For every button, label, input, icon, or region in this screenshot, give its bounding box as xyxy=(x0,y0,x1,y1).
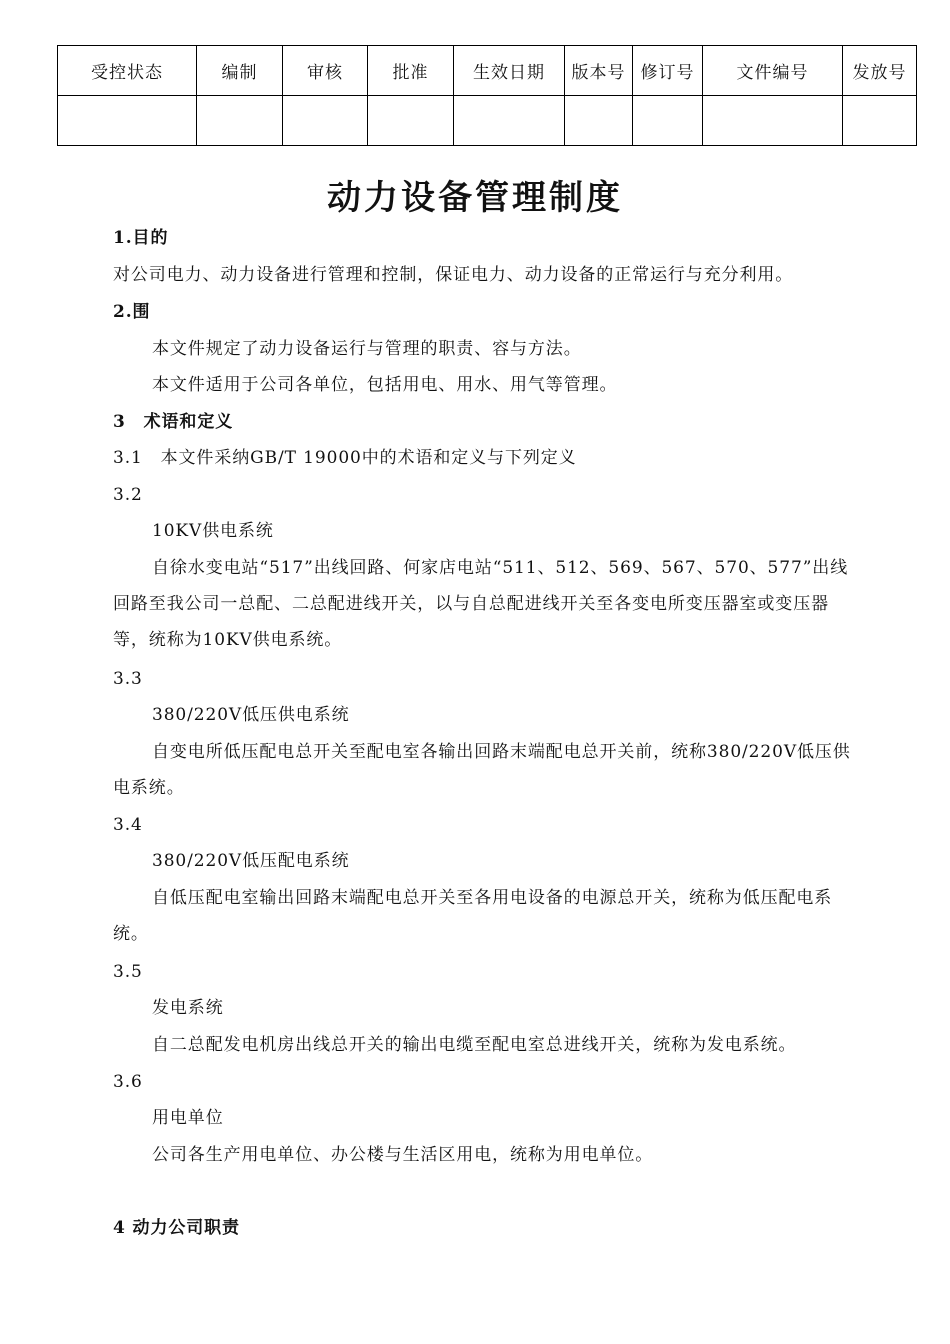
section-3-6-number: 3.6 xyxy=(113,1072,143,1092)
section-4-heading: 4 动力公司职责 xyxy=(113,1218,240,1238)
section-2-paragraph-1: 本文件规定了动力设备运行与管理的职责、容与方法。 xyxy=(152,339,582,359)
value-approved-by xyxy=(368,96,454,146)
section-3-2-number: 3.2 xyxy=(113,485,143,505)
control-table-value-row xyxy=(58,96,917,146)
header-approved-by: 批准 xyxy=(368,46,454,96)
header-version: 版本号 xyxy=(565,46,633,96)
value-document-number xyxy=(703,96,843,146)
header-prepared-by: 编制 xyxy=(197,46,283,96)
value-revision xyxy=(633,96,703,146)
document-control-table xyxy=(57,45,917,146)
section-3-3-definition: 自变电所低压配电总开关至配电室各输出回路末端配电总开关前，统称380/220V低压供电系统。 xyxy=(113,742,851,798)
value-control-status xyxy=(58,96,197,146)
section-1-heading: 1.目的 xyxy=(113,228,169,248)
header-distribution-number: 发放号 xyxy=(843,46,917,96)
header-revision: 修订号 xyxy=(633,46,703,96)
section-3-5-number: 3.5 xyxy=(113,962,143,982)
section-3-1: 3.1 本文件采纳GB/T 19000中的术语和定义与下列定义 xyxy=(113,448,577,468)
header-effective-date: 生效日期 xyxy=(454,46,565,96)
section-3-6-term: 用电单位 xyxy=(152,1108,224,1128)
value-version xyxy=(565,96,633,146)
header-document-number: 文件编号 xyxy=(703,46,843,96)
section-3-2-definition: 自徐水变电站“517”出线回路、何家店电站“511、512、569、567、570、577”出线回路至我公司一总配、二总配进线开关，以与自总配进线开关至各变电所变压器室或变压器等，统称为10KV供电系统。 xyxy=(113,558,849,650)
section-3-4-definition: 自低压配电室输出回路末端配电总开关至各用电设备的电源总开关，统称为低压配电系统。 xyxy=(113,888,833,944)
document-title: 动力设备管理制度 xyxy=(327,178,623,218)
section-3-2-term: 10KV供电系统 xyxy=(152,521,274,541)
section-2-heading: 2.围 xyxy=(113,302,151,322)
section-3-3-number: 3.3 xyxy=(113,669,143,689)
value-distribution-number xyxy=(843,96,917,146)
section-3-4-term: 380/220V低压配电系统 xyxy=(152,851,350,871)
section-3-5-definition: 自二总配发电机房出线总开关的输出电缆至配电室总进线开关，统称为发电系统。 xyxy=(152,1035,797,1055)
section-3-3-term: 380/220V低压供电系统 xyxy=(152,705,350,725)
section-3-heading: 3 术语和定义 xyxy=(113,412,234,432)
section-3-4-number: 3.4 xyxy=(113,815,143,835)
section-2-paragraph-2: 本文件适用于公司各单位，包括用电、用水、用气等管理。 xyxy=(152,375,618,395)
value-prepared-by xyxy=(197,96,283,146)
control-table-header-row xyxy=(58,46,917,96)
section-3-6-definition: 公司各生产用电单位、办公楼与生活区用电，统称为用电单位。 xyxy=(152,1145,654,1165)
value-effective-date xyxy=(454,96,565,146)
section-3-5-term: 发电系统 xyxy=(152,998,224,1018)
value-reviewed-by xyxy=(283,96,368,146)
header-reviewed-by: 审核 xyxy=(283,46,368,96)
section-1-text: 对公司电力、动力设备进行管理和控制，保证电力、动力设备的正常运行与充分利用。 xyxy=(113,265,794,285)
header-control-status: 受控状态 xyxy=(58,46,197,96)
